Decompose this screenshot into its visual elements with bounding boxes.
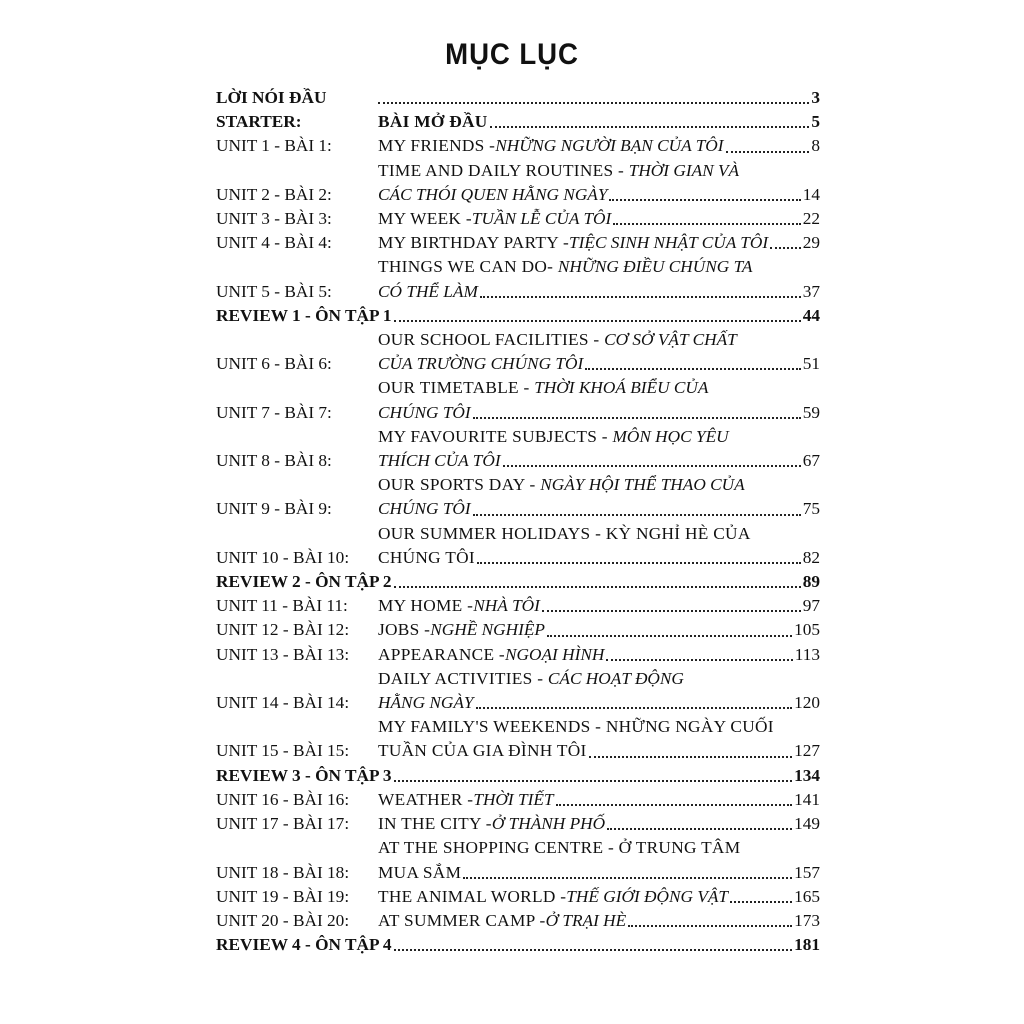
- english-title: AT SUMMER CAMP -: [378, 910, 546, 930]
- toc-entry: [216, 255, 820, 303]
- page-number: 165: [794, 886, 820, 906]
- title-line: [378, 909, 820, 933]
- page-number: 8: [811, 136, 820, 156]
- page-number: 141: [794, 789, 820, 809]
- title-line-1: [378, 715, 820, 739]
- toc-entry-label: UNIT 5 - BÀI 5:: [216, 281, 332, 301]
- english-title-cont: TUẦN CỦA GIA ĐÌNH TÔI: [378, 741, 587, 761]
- toc-entry: [216, 909, 820, 933]
- page-number: 75: [802, 499, 820, 519]
- toc-entry-label: UNIT 19 - BÀI 19:: [216, 886, 350, 906]
- page-number: 51: [802, 354, 820, 374]
- toc-entry-title: [378, 812, 820, 836]
- english-title: OUR TIMETABLE -: [378, 378, 535, 398]
- page-number: 67: [802, 451, 820, 471]
- title-line-2: [378, 280, 820, 304]
- vietnamese-title: CÁC HOẠT ĐỘNG: [547, 668, 684, 688]
- toc-entry-title: [378, 231, 820, 255]
- title-line-2: [378, 546, 820, 570]
- toc-entry: [216, 812, 820, 836]
- page-number: 157: [794, 862, 820, 882]
- toc-entry-title: [378, 667, 820, 715]
- toc-entry: [216, 522, 820, 570]
- toc-entry-title: [378, 207, 820, 231]
- toc-entry-label: REVIEW 3 - ÔN TẬP 3: [216, 765, 392, 785]
- toc-entry-title: [378, 618, 820, 642]
- vietnamese-title-cont: CÓ THỂ LÀM: [378, 281, 478, 301]
- dot-leader: [609, 199, 800, 201]
- english-title: MY FRIENDS -: [378, 136, 496, 156]
- toc-entry: [216, 328, 820, 376]
- toc-entry: [216, 473, 820, 521]
- toc-entry: [216, 159, 820, 207]
- title-line-1: [378, 473, 820, 497]
- dot-leader: [726, 151, 810, 153]
- vietnamese-title: MÔN HỌC YÊU: [612, 426, 729, 446]
- english-title: MY FAVOURITE SUBJECTS -: [378, 426, 613, 446]
- page-number: 37: [802, 281, 820, 301]
- title-line-2: [378, 352, 820, 376]
- vietnamese-title: NGÀY HỘI THỂ THAO CỦA: [540, 475, 745, 495]
- dot-leader: [589, 756, 793, 758]
- dot-leader: [394, 320, 801, 322]
- toc-entry-title: [378, 788, 820, 812]
- toc-entry-title: [378, 473, 820, 521]
- vietnamese-title: THẾ GIỚI ĐỘNG VẬT: [566, 886, 729, 906]
- toc-entry-title: [378, 255, 820, 303]
- toc-entry-title: [378, 522, 820, 570]
- toc-entry: [216, 788, 820, 812]
- english-title: THE ANIMAL WORLD -: [378, 886, 567, 906]
- toc-entry-title: [378, 885, 820, 909]
- dot-leader: [585, 368, 800, 370]
- english-title: AT THE SHOPPING CENTRE - Ở TRUNG TÂM: [378, 838, 741, 858]
- page-number: 149: [794, 814, 820, 834]
- title-line: [378, 207, 820, 231]
- english-title: TIME AND DAILY ROUTINES -: [378, 160, 629, 180]
- toc-entry-title: [378, 425, 820, 473]
- page-number: 22: [802, 209, 820, 229]
- toc-entry-label: UNIT 14 - BÀI 14:: [216, 693, 350, 713]
- vietnamese-title: Ở TRẠI HÈ: [545, 910, 627, 930]
- title-line-2: [378, 449, 820, 473]
- dot-leader: [606, 659, 792, 661]
- toc-entry-label: UNIT 1 - BÀI 1:: [216, 136, 332, 156]
- page-number: 105: [794, 620, 820, 640]
- toc-entry-label: UNIT 3 - BÀI 3:: [216, 209, 332, 229]
- title-line: [378, 885, 820, 909]
- dot-leader: [473, 417, 801, 419]
- toc-entry-label: REVIEW 2 - ÔN TẬP 2: [216, 572, 392, 592]
- vietnamese-title: THỜI TIẾT: [473, 789, 554, 809]
- vietnamese-title: NHỮNG NGƯỜI BẠN CỦA TÔI: [495, 136, 724, 156]
- toc-entry: [216, 643, 820, 667]
- english-title: OUR SCHOOL FACILITIES -: [378, 330, 605, 350]
- title-line-1: [378, 328, 820, 352]
- dot-leader: [490, 126, 810, 128]
- toc-entry-label: UNIT 8 - BÀI 8:: [216, 451, 332, 471]
- toc-entry-label: UNIT 17 - BÀI 17:: [216, 814, 350, 834]
- english-title: MY WEEK -: [378, 209, 472, 229]
- page-number: 173: [794, 910, 820, 930]
- dot-leader: [730, 901, 792, 903]
- toc-entry-label: UNIT 6 - BÀI 6:: [216, 354, 332, 374]
- vietnamese-title: NGOẠI HÌNH: [504, 644, 605, 664]
- title-line-2: [378, 739, 820, 763]
- title-line-1: [378, 667, 820, 691]
- toc-entry: [216, 304, 820, 328]
- toc-entry-label: UNIT 12 - BÀI 12:: [216, 620, 350, 640]
- english-title: THINGS WE CAN DO-: [378, 257, 558, 277]
- dot-leader: [477, 562, 801, 564]
- vietnamese-title: CƠ SỞ VẬT CHẤT: [604, 330, 737, 350]
- title-line: [378, 110, 820, 134]
- page-number: 5: [811, 112, 820, 132]
- dot-leader: [503, 465, 801, 467]
- page-number: 127: [794, 741, 820, 761]
- toc-entry-title: [378, 376, 820, 424]
- vietnamese-title-cont: HẰNG NGÀY: [378, 693, 474, 713]
- toc-entry: [216, 715, 820, 763]
- title-line-1: [378, 836, 820, 860]
- vietnamese-title-cont: CHÚNG TÔI: [378, 499, 471, 519]
- title-line-1: [378, 522, 820, 546]
- toc-entry: [216, 933, 820, 957]
- page-number: 97: [802, 596, 820, 616]
- english-title: MY HOME -: [378, 596, 474, 616]
- page-number: 29: [802, 233, 820, 253]
- title-line-2: [378, 401, 820, 425]
- toc-entry-title: [378, 909, 820, 933]
- page-number: 181: [794, 935, 820, 955]
- page-number: 3: [811, 88, 820, 107]
- title-line-1: [378, 255, 820, 279]
- toc-entry: [216, 764, 820, 788]
- toc-entry: [216, 836, 820, 884]
- table-of-contents: [216, 86, 820, 957]
- english-title: MY FAMILY'S WEEKENDS - NHỮNG NGÀY CUỐI: [378, 717, 774, 737]
- english-title-cont: CHÚNG TÔI: [378, 547, 475, 567]
- title-line-2: [378, 497, 820, 521]
- toc-entry: [216, 86, 820, 110]
- dot-leader: [394, 949, 793, 951]
- title-line-2: [378, 183, 820, 207]
- english-title: BÀI MỞ ĐẦU: [378, 112, 488, 132]
- vietnamese-title-cont: THÍCH CỦA TÔI: [378, 451, 501, 471]
- toc-entry-label: UNIT 4 - BÀI 4:: [216, 233, 332, 253]
- toc-entry: [216, 207, 820, 231]
- dot-leader: [542, 610, 801, 612]
- toc-entry-label: UNIT 18 - BÀI 18:: [216, 862, 350, 882]
- toc-entry-label: UNIT 9 - BÀI 9:: [216, 499, 332, 519]
- dot-leader: [476, 707, 793, 709]
- dot-leader: [547, 635, 792, 637]
- page-number: 113: [794, 644, 820, 664]
- toc-entry: [216, 110, 820, 134]
- toc-entry-label: UNIT 16 - BÀI 16:: [216, 789, 350, 809]
- english-title: IN THE CITY -: [378, 814, 492, 834]
- dot-leader: [473, 514, 801, 516]
- vietnamese-title: NHỮNG ĐIỀU CHÚNG TA: [557, 257, 753, 277]
- english-title: JOBS -: [378, 620, 431, 640]
- title-line: [378, 788, 820, 812]
- page-number: 44: [802, 305, 820, 325]
- toc-entry-label: UNIT 20 - BÀI 20:: [216, 910, 350, 930]
- toc-entry-label: UNIT 7 - BÀI 7:: [216, 402, 332, 422]
- vietnamese-title: TUẦN LỄ CỦA TÔI: [471, 209, 612, 229]
- english-title: APPEARANCE -: [378, 644, 505, 664]
- title-line: [378, 618, 820, 642]
- english-title: DAILY ACTIVITIES -: [378, 668, 548, 688]
- toc-entry-label: UNIT 2 - BÀI 2:: [216, 184, 332, 204]
- toc-entry-label: LỜI NÓI ĐẦU: [216, 88, 327, 107]
- dot-leader: [480, 296, 801, 298]
- title-line-1: [378, 425, 820, 449]
- title-line: [378, 594, 820, 618]
- english-title: OUR SPORTS DAY -: [378, 475, 541, 495]
- toc-entry-label: UNIT 13 - BÀI 13:: [216, 644, 350, 664]
- toc-entry-label: UNIT 15 - BÀI 15:: [216, 741, 350, 761]
- dot-leader: [463, 877, 792, 879]
- toc-entry: [216, 376, 820, 424]
- english-title: OUR SUMMER HOLIDAYS - KỲ NGHỈ HÈ CỦA: [378, 523, 751, 543]
- dot-leader: [628, 925, 792, 927]
- vietnamese-title: TIỆC SINH NHẬT CỦA TÔI: [569, 233, 769, 253]
- english-title: MY BIRTHDAY PARTY -: [378, 233, 570, 253]
- page-number: 82: [802, 547, 820, 567]
- toc-entry: [216, 618, 820, 642]
- vietnamese-title: THỜI KHOÁ BIỂU CỦA: [534, 378, 709, 398]
- toc-entry: [216, 885, 820, 909]
- toc-entry: [216, 425, 820, 473]
- title-line: [378, 231, 820, 255]
- toc-entry-label: REVIEW 1 - ÔN TẬP 1: [216, 305, 392, 325]
- vietnamese-title-cont: CÁC THÓI QUEN HẰNG NGÀY: [378, 184, 608, 204]
- toc-entry-label: UNIT 11 - BÀI 11:: [216, 596, 348, 616]
- page-number: 134: [794, 765, 820, 785]
- toc-entry: [216, 134, 820, 158]
- toc-entry: [216, 570, 820, 594]
- toc-entry: [216, 594, 820, 618]
- dot-leader: [394, 780, 793, 782]
- page-number: 120: [794, 693, 820, 713]
- toc-entry-label: UNIT 10 - BÀI 10:: [216, 547, 350, 567]
- toc-entry: [216, 231, 820, 255]
- toc-entry: [216, 667, 820, 715]
- vietnamese-title-cont: CỦA TRƯỜNG CHÚNG TÔI: [378, 354, 584, 374]
- vietnamese-title: NGHỀ NGHIỆP: [430, 620, 545, 640]
- dot-leader: [394, 586, 801, 588]
- dot-leader: [556, 804, 793, 806]
- toc-entry-label: REVIEW 4 - ÔN TẬP 4: [216, 935, 392, 955]
- toc-entry-title: [378, 159, 820, 207]
- toc-entry-title: [378, 643, 820, 667]
- english-title: WEATHER -: [378, 789, 474, 809]
- dot-leader: [378, 102, 809, 104]
- page-title: MỤC LỤC: [445, 38, 579, 71]
- toc-entry-title: [378, 328, 820, 376]
- toc-entry-title: [378, 836, 820, 884]
- toc-entry-title: [378, 715, 820, 763]
- title-line-2: [378, 691, 820, 715]
- vietnamese-title: THỜI GIAN VÀ: [628, 160, 740, 180]
- english-title-cont: MUA SẮM: [378, 862, 462, 882]
- dot-leader: [607, 828, 792, 830]
- vietnamese-title: NHÀ TÔI: [473, 596, 540, 616]
- title-line-1: [378, 376, 820, 400]
- page-number: 89: [802, 572, 820, 592]
- vietnamese-title: Ở THÀNH PHỐ: [491, 814, 606, 834]
- title-line: [378, 643, 820, 667]
- title-line-2: [378, 861, 820, 885]
- title-line: [378, 812, 820, 836]
- page-number: 59: [802, 402, 820, 422]
- dot-leader: [770, 247, 801, 249]
- toc-entry-title: [378, 110, 820, 134]
- toc-entry-label: STARTER:: [216, 112, 302, 132]
- title-line-1: [378, 159, 820, 183]
- vietnamese-title-cont: CHÚNG TÔI: [378, 402, 471, 422]
- title-line: [378, 134, 820, 158]
- dot-leader: [613, 223, 800, 225]
- page-number: 14: [802, 184, 820, 204]
- toc-entry-title: [378, 594, 820, 618]
- toc-entry-title: [378, 134, 820, 158]
